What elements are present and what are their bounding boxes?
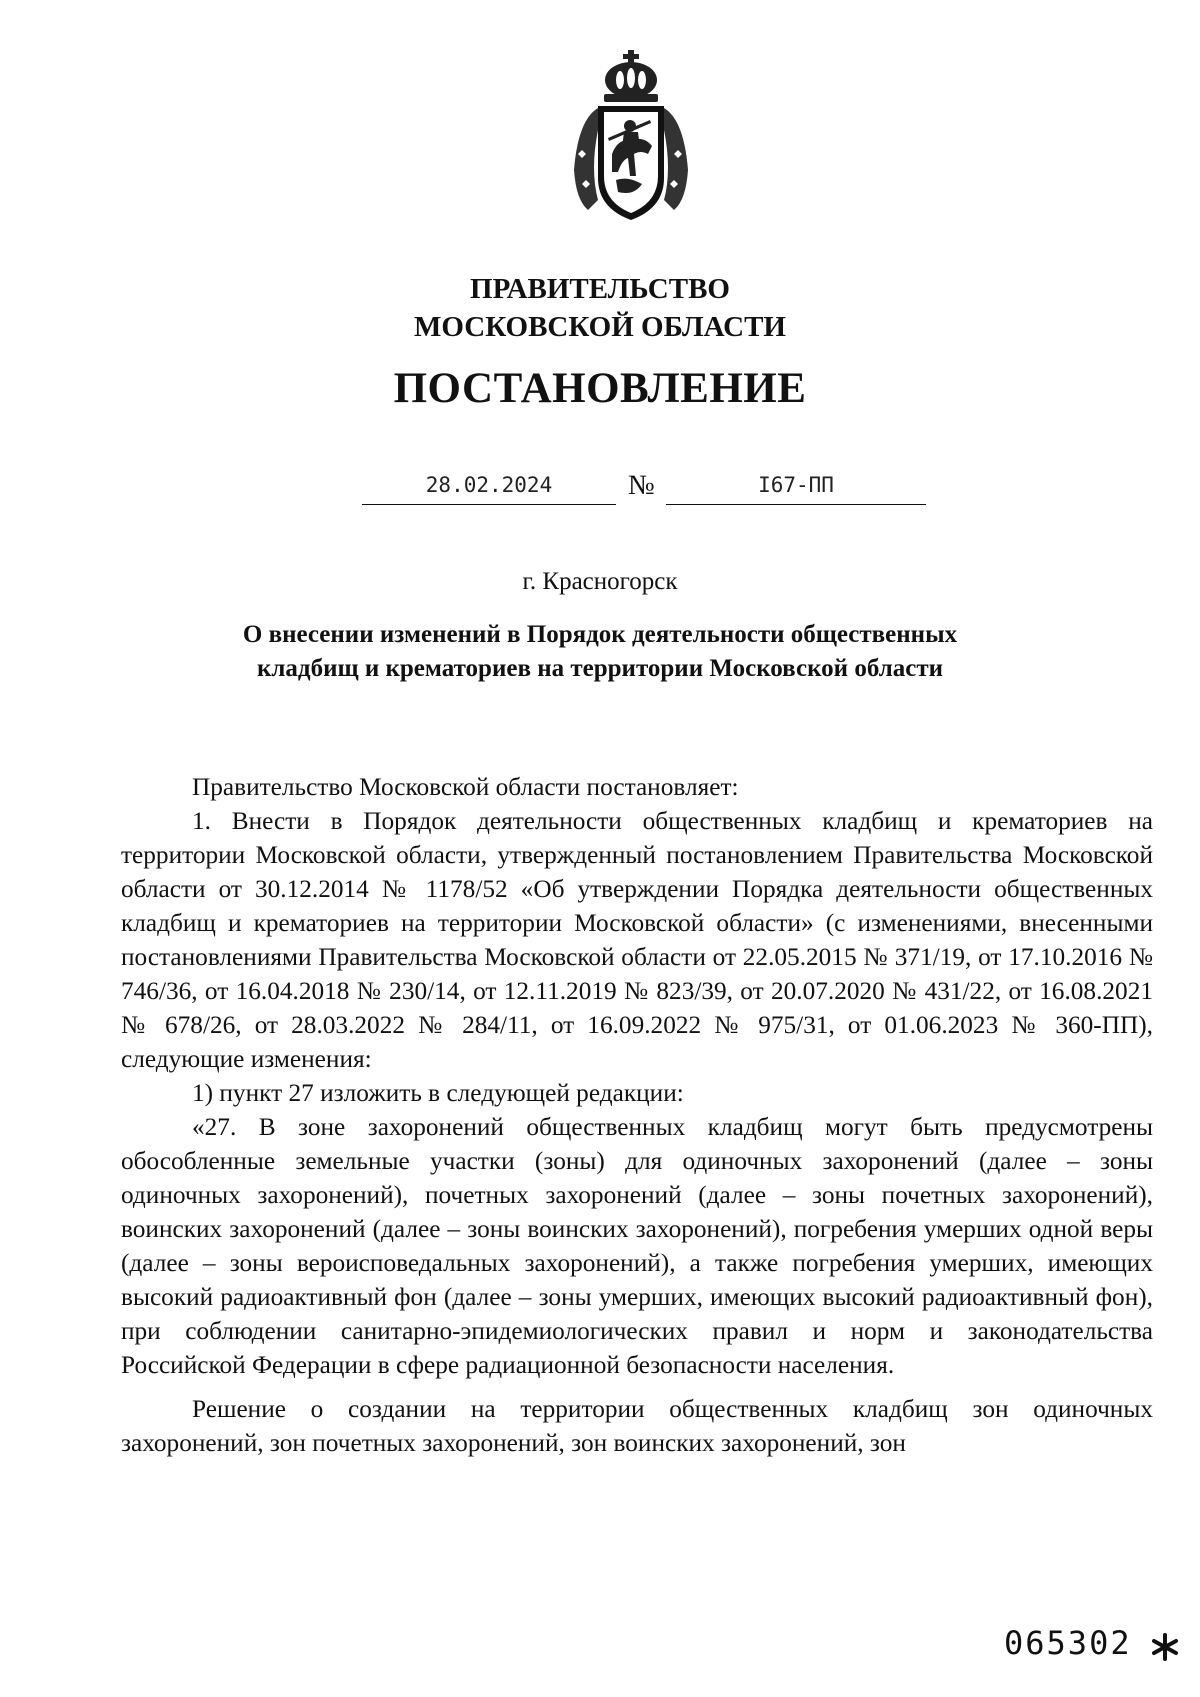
document-number: I67-ПП [666,470,926,505]
body-paragraph-item-1: 1. Внести в Порядок деятельности общественных кладбищ и крематориев на территории Московской области, утвержденный постановлением Правительства Московской области от 30.12.2014 № 1178/52 «Об утверждении Порядка деятельности общественных кладбищ и крематориев на территории Московской области» (с изменениями, внесенными постановлениями Правительства Московской области от 22.05.2015 № 371/19, от 17.10.2016 № 746/36, от 16.04.2018 № 230/14, от 12.11.2019 № 823/39, от 20.07.2020 № 431/22, от 16.08.2021 № 678/26, от 28.03.2022 № 284/11, от 16.09.2022 № 975/31, от 01.06.2023 № 360-ПП), следующие изменения: [121,807,1153,1073]
document-subject [0,618,1200,686]
number-sign: № [628,470,655,501]
subject-line-1: О внесении изменений в Порядок деятельности общественных [242,621,958,648]
body-paragraph-subitem-1: 1) пункт 27 изложить в следующей редакции: [192,1079,684,1107]
org-line-2: МОСКОВСКОЙ ОБЛАСТИ [413,311,786,343]
form-serial-number: 065302 [1004,1624,1132,1662]
document-date: 28.02.2024 [362,470,616,505]
moscow-oblast-coat-of-arms-icon [568,50,694,226]
body-paragraph-clause-27: «27. В зоне захоронений общественных кладбищ могут быть предусмотрены обособленные земельные участки (зоны) для одиночных захоронений (далее – зоны одиночных захоронений), почетных захоронений (далее – зоны почетных захоронений), воинских захоронений (далее – зоны воинских захоронений), погребения умерших одной веры (далее – зоны вероисповедальных захоронений), а также погребения умерших, имеющих высокий радиоактивный фон (далее – зоны умерших, имеющих высокий радиоактивный фон), при соблюдении санитарно-эпидемиологических правил и норм и законодательства Российской Федерации в сфере радиационной безопасности населения. [121,1113,1153,1379]
org-line-1: ПРАВИТЕЛЬСТВО [470,273,730,305]
government-name [0,270,1200,346]
document-type-title: ПОСТАНОВЛЕНИЕ [393,365,807,412]
document-body [121,770,1153,1460]
body-paragraph-intro: Правительство Московской области постановляет: [192,773,739,801]
body-paragraph-decision: Решение о создании на территории общественных кладбищ зон одиночных захоронений, зон почетных захоронений, зон воинских захоронений, зон [121,1395,1153,1457]
asterisk-mark-icon [1150,1632,1180,1662]
city-of-issue: г. Красногорск [522,568,678,595]
subject-line-2: кладбищ и крематориев на территории Московской области [257,655,943,682]
